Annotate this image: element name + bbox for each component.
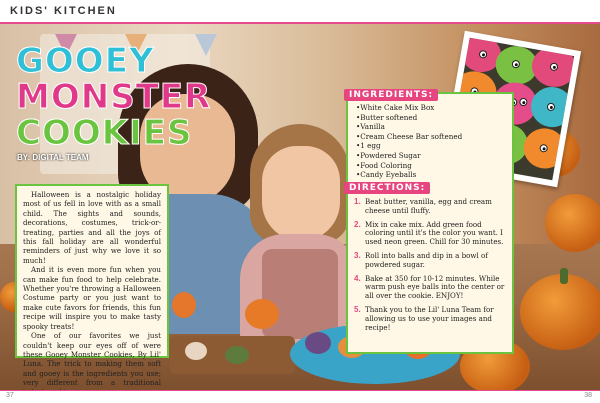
page-number-right: 38 bbox=[584, 392, 592, 399]
step-text: Bake at 350 for 10-12 minutes. While warm push eye balls into the center or all over the cookie. ENJOY! bbox=[365, 273, 505, 301]
ingredient-item: • 1 egg bbox=[356, 141, 508, 151]
story-paragraph: One of our favorites we just couldn't keep our eyes off of were these Gooey Monster Cookies, By Lil' Luna. The trick to making them soft and gooey is the ingredients you use; very different from a traditional bbox=[23, 331, 161, 388]
directions-label: DIRECTIONS: bbox=[344, 182, 430, 194]
section-title: KIDS' KITCHEN bbox=[10, 5, 117, 17]
step-text: Roll into balls and dip in a bowl of powdered sugar. bbox=[365, 250, 488, 269]
step-text: Beat butter, vanilla, egg and cream cheese until fluffy. bbox=[365, 197, 492, 215]
byline: BY: DIGITAL TEAM bbox=[17, 153, 89, 162]
ingredient-item: • Food Coloring bbox=[356, 161, 508, 171]
step-number: 5. bbox=[354, 304, 361, 314]
title-line-1: GOOEY bbox=[16, 41, 155, 81]
ingredients-label: INGREDIENTS: bbox=[344, 89, 438, 101]
step-number: 1. bbox=[354, 197, 361, 206]
step-text: Thank you to the Lil' Luna Team for allowing us to use your images and recipe! bbox=[365, 304, 494, 332]
story-box bbox=[15, 184, 169, 388]
ingredient-item: • Cream Cheese Bar softened bbox=[356, 132, 508, 142]
direction-step bbox=[354, 221, 510, 247]
direction-step bbox=[354, 198, 510, 216]
story-paragraph: And it is even more fun when you can make fun food to help celebrate. Whether you're throwing a Halloween Costume party or you just want to make cute favors for friends, this fun recipe will inspire you to make tasty spooky treats! bbox=[23, 265, 161, 331]
ingredient-item: • Powdered Sugar bbox=[356, 151, 508, 161]
story-paragraph: Halloween is a nostalgic holiday most of us fell in love with as a small child. The sights and sounds, decorations, costumes, trick-or-treating, parties and all the joys of this fall holiday are all wonderful reminders of just why we love it so much! bbox=[23, 190, 161, 265]
direction-step bbox=[354, 275, 510, 301]
ingredient-item: • White Cake Mix Box bbox=[356, 103, 508, 113]
directions-list bbox=[354, 198, 510, 337]
step-number: 2. bbox=[354, 219, 361, 229]
direction-step bbox=[354, 306, 510, 332]
page-header bbox=[0, 0, 600, 24]
recipe-box bbox=[346, 92, 514, 354]
step-number: 4. bbox=[354, 273, 361, 283]
page-number-left: 37 bbox=[6, 392, 14, 399]
ingredient-item: • Candy Eyeballs bbox=[356, 170, 508, 180]
title-line-2: MONSTER bbox=[16, 77, 212, 117]
direction-step bbox=[354, 252, 510, 270]
page-footer bbox=[0, 390, 600, 403]
step-text: Mix in cake mix. Add green food coloring until it's the color you want. I used neon green. Chill for 30 minutes. bbox=[365, 219, 504, 247]
ingredient-item: • Butter softened bbox=[356, 113, 508, 123]
title-line-3: COOKIES bbox=[16, 113, 193, 153]
ingredient-item: • Vanilla bbox=[356, 122, 508, 132]
article-title bbox=[16, 41, 212, 153]
step-number: 3. bbox=[354, 250, 361, 260]
ingredients-list bbox=[356, 103, 508, 180]
